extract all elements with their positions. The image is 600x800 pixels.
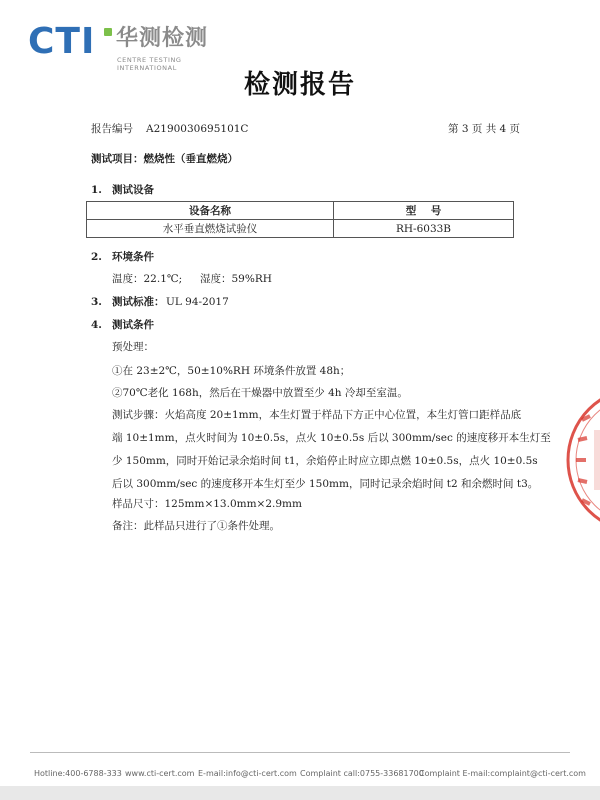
official-seal-icon [560, 360, 600, 560]
table-header-cell: 设备名称 [87, 202, 334, 220]
company-logo [20, 16, 240, 70]
test-steps-line-2: 端 10±1mm，点火时间为 10±0.5s，点火 10±0.5s 后以 300mm/sec 的速度移开本生灯至 [112, 432, 551, 444]
section-1-title: 测试设备 [112, 184, 154, 196]
logo-english-name: CENTRE TESTING INTERNATIONAL [117, 56, 182, 72]
test-item: 测试项目：燃烧性（垂直燃烧） [91, 153, 238, 165]
report-number: A2190030695101C [146, 123, 249, 135]
footer-stripe [0, 786, 600, 800]
env-humidity: 湿度：59%RH [200, 273, 272, 285]
report-number-label: 报告编号 [91, 123, 133, 135]
test-steps-line-4: 后以 300mm/sec 的速度移开本生灯至少 150mm，同时记录余焰时间 t2 和余燃时间 t3。 [112, 478, 539, 490]
env-temperature: 温度：22.1℃; [112, 273, 183, 285]
pretreatment-2: ②70℃老化 168h，然后在干燥器中放置至少 4h 冷却至室温。 [112, 387, 408, 399]
footer-website[interactable]: www.cti-cert.com [125, 769, 195, 778]
table-cell: RH-6033B [334, 220, 514, 238]
logo-dot-icon [104, 28, 112, 36]
logo-brand: CTI [28, 21, 96, 62]
table-header-row [87, 202, 514, 220]
document-title: 检测报告 [243, 70, 356, 100]
footer-hotline: Hotline:400-6788-333 [34, 769, 122, 778]
section-4-number: 4. [91, 319, 102, 331]
section-3-number: 3. [91, 296, 102, 308]
equipment-table [86, 201, 514, 238]
test-steps-line-3: 少 150mm，同时开始记录余焰时间 t1，余焰停止时应立即点燃 10±0.5s，点火 10±0.5s [112, 455, 538, 467]
page-info: 第 3 页 共 4 页 [448, 123, 521, 135]
logo-chinese-name: 华测检测 [116, 26, 209, 51]
pretreatment-1: ①在 23±2℃，50±10%RH 环境条件放置 48h； [112, 365, 351, 377]
footer-complaint-email[interactable]: Complaint E-mail:complaint@cti-cert.com [419, 769, 586, 778]
footer-complaint-call: Complaint call:0755-33681700 [300, 769, 424, 778]
test-steps-line-1: 测试步骤：火焰高度 20±1mm，本生灯置于样品下方正中心位置，本生灯管口距样品底 [112, 409, 522, 421]
section-4-title: 测试条件 [112, 319, 154, 331]
footer-email[interactable]: E-mail:info@cti-cert.com [198, 769, 297, 778]
sample-size: 样品尺寸：125mm×13.0mm×2.9mm [112, 498, 302, 510]
table-row [87, 220, 514, 238]
pretreatment-label: 预处理： [112, 341, 154, 353]
section-2-title: 环境条件 [112, 251, 154, 263]
section-1-number: 1. [91, 184, 102, 196]
footer-divider [30, 752, 570, 753]
section-3-title: 测试标准： [112, 296, 165, 308]
remark: 备注：此样品只进行了①条件处理。 [112, 520, 280, 532]
table-header-cell: 型 号 [334, 202, 514, 220]
test-standard: UL 94-2017 [166, 296, 229, 308]
table-cell: 水平垂直燃烧试验仪 [87, 220, 334, 238]
section-2-number: 2. [91, 251, 102, 263]
